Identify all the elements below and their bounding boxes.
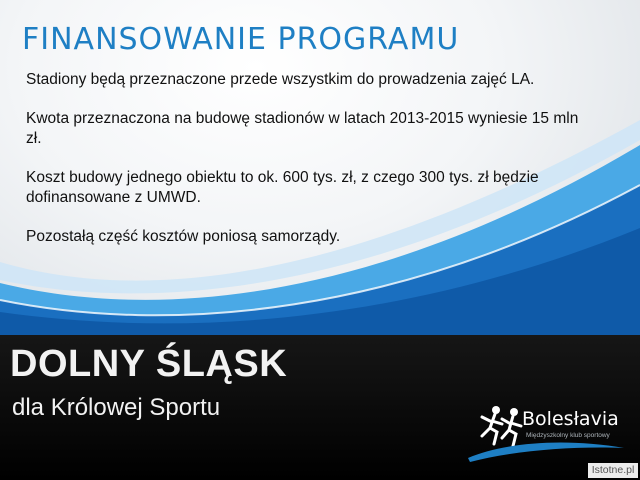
watermark: Istotne.pl <box>588 463 638 478</box>
paragraph-municipalities: Pozostałą część kosztów poniosą samorządy. <box>26 228 341 245</box>
paragraph-cost: Koszt budowy jednego obiektu to ok. 600 tys. zł, z czego 300 tys. zł będzie dofinansowane z UMWD. <box>26 169 539 206</box>
paragraph-stadiums: Stadiony będą przeznaczone przede wszystkim do prowadzenia zajęć LA. <box>26 71 535 88</box>
footer-subline: dla Królowej Sportu <box>12 394 221 421</box>
paragraph-budget: Kwota przeznaczona na budowę stadionów w latach 2013-2015 wyniesie 15 mln zł. <box>26 110 579 147</box>
footer-headline: DOLNY ŚLĄSK <box>10 343 288 385</box>
slide-body <box>26 70 586 266</box>
logo-name: Bolesłavia <box>522 408 619 430</box>
logo-tagline: Międzyszkolny klub sportowy <box>526 432 610 439</box>
slide-title: FINANSOWANIE PROGRAMU <box>22 22 460 57</box>
